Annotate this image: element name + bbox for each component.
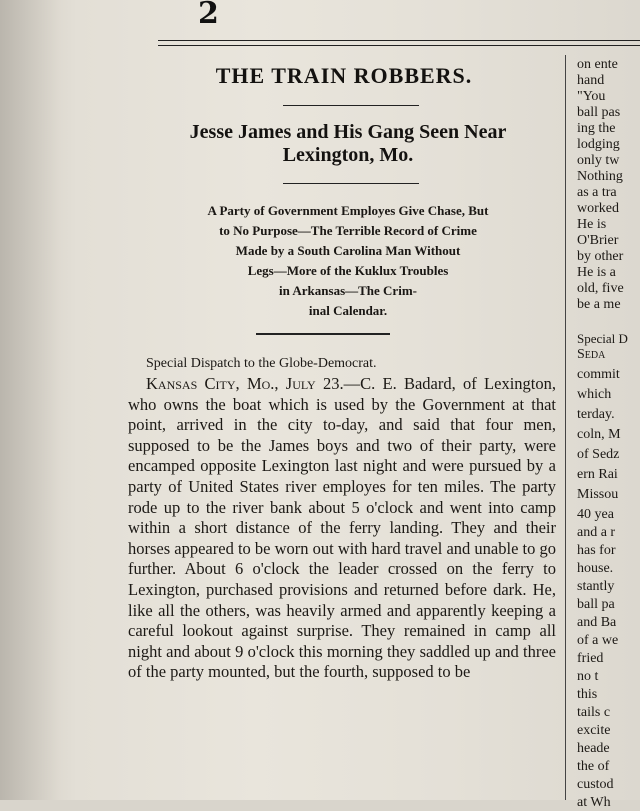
side-text-line: ball pas <box>577 105 621 120</box>
side-text-line: and Ba <box>577 615 617 630</box>
headline-line-2: Lexington, Mo. <box>282 144 414 166</box>
headline-line-1: Jesse James and His Gang Seen Near <box>189 121 507 143</box>
adjacent-column <box>573 55 640 810</box>
side-text-line: "You <box>577 89 606 104</box>
side-text-line: Nothing <box>577 169 623 184</box>
side-text-line: which <box>577 387 612 402</box>
side-text-line: old, five <box>577 281 624 296</box>
side-text-line: He is <box>577 217 607 232</box>
side-text-line: at Wh <box>577 795 611 810</box>
side-text-line: heade <box>577 741 610 756</box>
side-text-line: house. <box>577 561 614 576</box>
dateline: Kansas City, Mo., July 23. <box>146 374 344 393</box>
side-text-line: 40 yea <box>577 507 614 522</box>
side-text-line: of Sedz <box>577 447 620 462</box>
deck-rule <box>283 183 419 184</box>
side-dispatch-credit: Special D <box>577 331 628 346</box>
subheadline-line: A Party of Government Employes Give Chase, But <box>207 203 489 218</box>
headline-deck <box>138 121 558 167</box>
side-text-line: Seda <box>577 347 606 362</box>
side-text-line: this <box>577 687 598 702</box>
side-text-line: be a me <box>577 297 621 312</box>
subheadline-line: Legs—More of the Kuklux Troubles <box>247 263 449 278</box>
side-text-line: O'Brier <box>577 233 619 248</box>
side-text-line: ing the <box>577 121 616 136</box>
article-body-text: —C. E. Badard, of Lexington, who owns the boat which is used by the Government at that point, arrived in the city to-day, and said that four men, supposed to be the James boys and two of their party, were encamped opposite Lexington last night and were pursued by a party of United States river employes for ten miles. The party rode up to the river bank about 5 o'clock and went into camp within a short distance of the ferry landing. They and their horses appeared to be worn out with hard travel and unable to go further. About 6 o'clock the leader crossed on the ferry to Lexington, purchased provisions and returned before dark. He, like all the others, was heavily armed and apparently keeping a careful lookout against surprise. They remained in camp all night and about 9 o'clock this morning they saddled up and three of the party mounted, but the fourth, supposed to be <box>128 374 556 682</box>
side-text-line: only tw <box>577 153 620 168</box>
side-text-line: the of <box>577 759 610 774</box>
side-text-line: coln, M <box>577 427 621 442</box>
subheadline-line: Made by a South Carolina Man Without <box>235 243 461 258</box>
subheadline-line: in Arkansas—The Crim- <box>279 283 417 298</box>
dispatch-credit: Special Dispatch to the Globe-Democrat. <box>146 356 377 371</box>
body-rule <box>256 333 390 335</box>
subheadline-deck <box>138 201 558 321</box>
header-rule <box>158 40 640 46</box>
page-number: 2 <box>198 0 219 31</box>
side-text-line: ern Rai <box>577 467 618 482</box>
column-rule <box>565 55 566 800</box>
side-text-line: commit <box>577 367 620 382</box>
side-text-line: terday. <box>577 407 615 422</box>
side-text-line: He is a <box>577 265 616 280</box>
side-text-line: ball pa <box>577 597 615 612</box>
side-text-line: custod <box>577 777 614 792</box>
side-text-line: tails c <box>577 705 611 720</box>
side-text-line: on ente <box>577 57 618 72</box>
title-rule <box>283 105 419 106</box>
side-text-line: and a r <box>577 525 616 540</box>
side-text-line: no t <box>577 669 599 684</box>
side-text-line: worked <box>577 201 619 216</box>
side-text-line: lodging <box>577 137 620 152</box>
subheadline-line: inal Calendar. <box>308 303 388 318</box>
page-fold-shadow <box>0 0 60 800</box>
side-text-line: stantly <box>577 579 615 594</box>
side-text-line: hand <box>577 73 605 88</box>
article-title: THE TRAIN ROBBERS. <box>215 63 473 88</box>
side-text-line: by other <box>577 249 624 264</box>
article-body <box>128 374 556 683</box>
side-text-line: of a we <box>577 633 619 648</box>
subheadline-line: to No Purpose—The Terrible Record of Crime <box>219 223 477 238</box>
side-text-line: fried <box>577 651 604 666</box>
side-text-line: has for <box>577 543 616 558</box>
side-text-line: excite <box>577 723 611 738</box>
side-text-line: as a tra <box>577 185 617 200</box>
side-text-line: Missou <box>577 487 619 502</box>
